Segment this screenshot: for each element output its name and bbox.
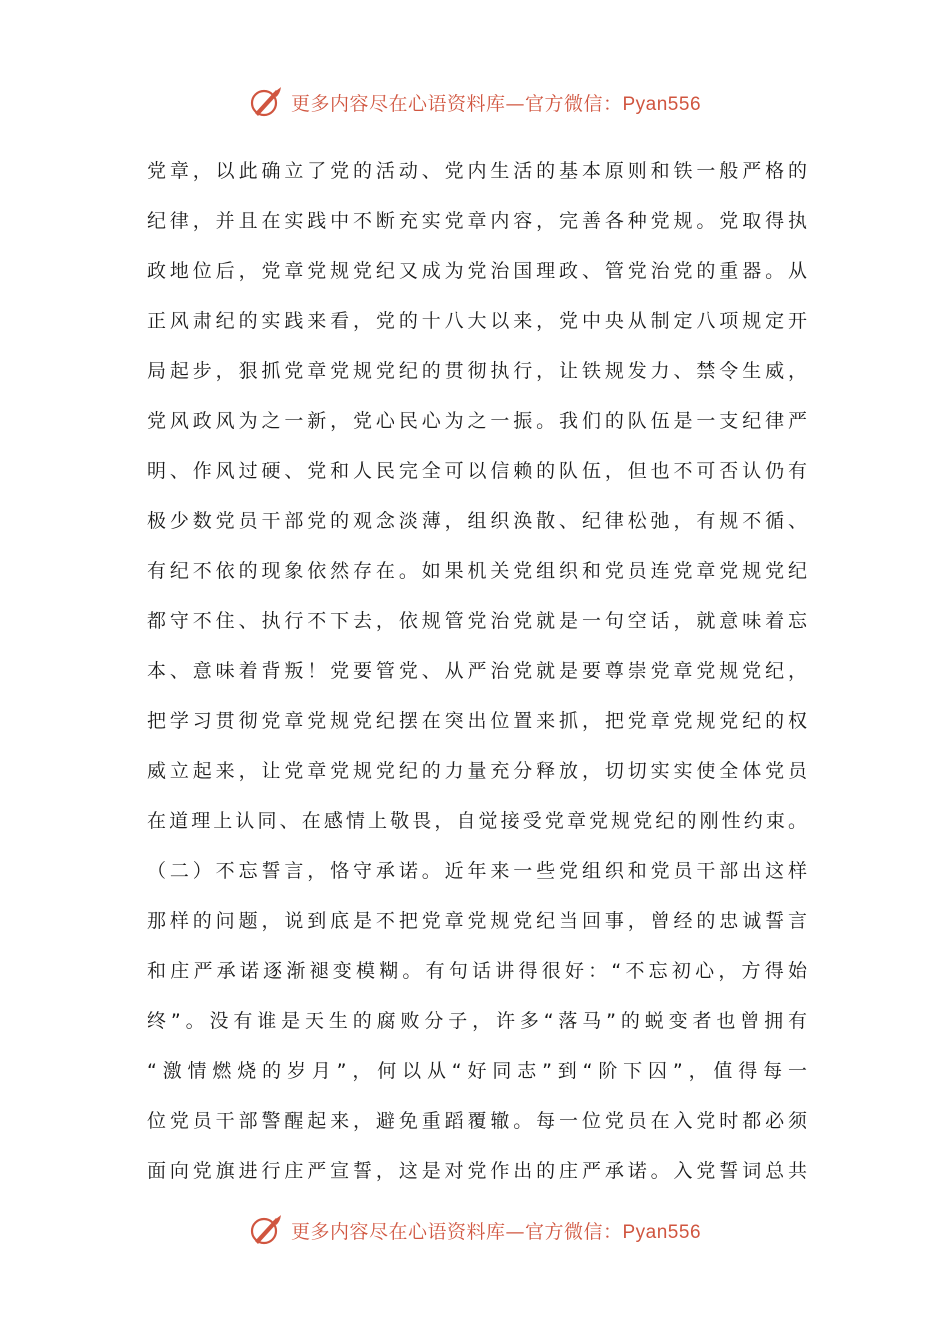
footer-banner: [0, 1210, 950, 1250]
text-line: 和庄严承诺逐渐褪变模糊。有句话讲得很好：“不忘初心，方得始: [147, 960, 807, 982]
text-line: 终”。没有谁是天生的腐败分子，许多“落马”的蜕变者也曾拥有: [147, 1010, 807, 1032]
text-line: 有纪不依的现象依然存在。如果机关党组织和党员连党章党规党纪: [147, 560, 807, 582]
text-line: 那样的问题，说到底是不把党章党规党纪当回事，曾经的忠诚誓言: [147, 910, 807, 932]
quill-pen-logo-icon: [249, 1213, 283, 1247]
text-line: 位党员干部警醒起来，避免重蹈覆辙。每一位党员在入党时都必须: [147, 1110, 807, 1132]
banner-title: 更多内容尽在心语资料库: [290, 92, 506, 115]
text-line: 把学习贯彻党章党规党纪摆在突出位置来抓，把党章党规党纪的权: [147, 710, 807, 732]
text-line: 本、意味着背叛！党要管党、从严治党就是要尊崇党章党规党纪，: [147, 660, 807, 682]
text-line: 正风肃纪的实践来看，党的十八大以来，党中央从制定八项规定开: [147, 310, 807, 332]
banner-text: [291, 1217, 701, 1244]
banner-title: 更多内容尽在心语资料库: [290, 1220, 506, 1243]
text-line: 极少数党员干部党的观念淡薄，组织涣散、纪律松弛，有规不循、: [147, 510, 807, 532]
text-line: 局起步，狠抓党章党规党纪的贯彻执行，让铁规发力、禁令生威，: [147, 360, 807, 382]
text-line: 威立起来，让党章党规党纪的力量充分释放，切切实实使全体党员: [147, 760, 807, 782]
text-line: 党风政风为之一新，党心民心为之一振。我们的队伍是一支纪律严: [147, 410, 807, 432]
text-line: 党章，以此确立了党的活动、党内生活的基本原则和铁一般严格的: [147, 160, 807, 182]
banner-separator: —: [505, 1220, 525, 1243]
text-line: 都守不住、执行不下去，依规管党治党就是一句空话，就意味着忘: [147, 610, 807, 632]
quill-pen-logo-icon: [249, 85, 283, 119]
text-line: “激情燃烧的岁月”，何以从“好同志”到“阶下囚”，值得每一: [147, 1060, 807, 1082]
document-body: [147, 146, 807, 1196]
text-line: 纪律，并且在实践中不断充实党章内容，完善各种党规。党取得执: [147, 210, 807, 232]
text-line: （二）不忘誓言，恪守承诺。近年来一些党组织和党员干部出这样: [147, 860, 807, 882]
header-banner: [0, 82, 950, 122]
text-line: 在道理上认同、在感情上敬畏，自觉接受党章党规党纪的刚性约束。: [147, 810, 807, 832]
banner-wechat: 官方微信：Pyan556: [525, 1221, 702, 1243]
text-line: 政地位后，党章党规党纪又成为党治国理政、管党治党的重器。从: [147, 260, 807, 282]
banner-separator: —: [505, 92, 525, 115]
banner-wechat: 官方微信：Pyan556: [525, 93, 702, 115]
banner-text: [291, 89, 701, 116]
text-line: 明、作风过硬、党和人民完全可以信赖的队伍，但也不可否认仍有: [147, 460, 807, 482]
text-line: 面向党旗进行庄严宣誓，这是对党作出的庄严承诺。入党誓词总共: [147, 1160, 807, 1182]
